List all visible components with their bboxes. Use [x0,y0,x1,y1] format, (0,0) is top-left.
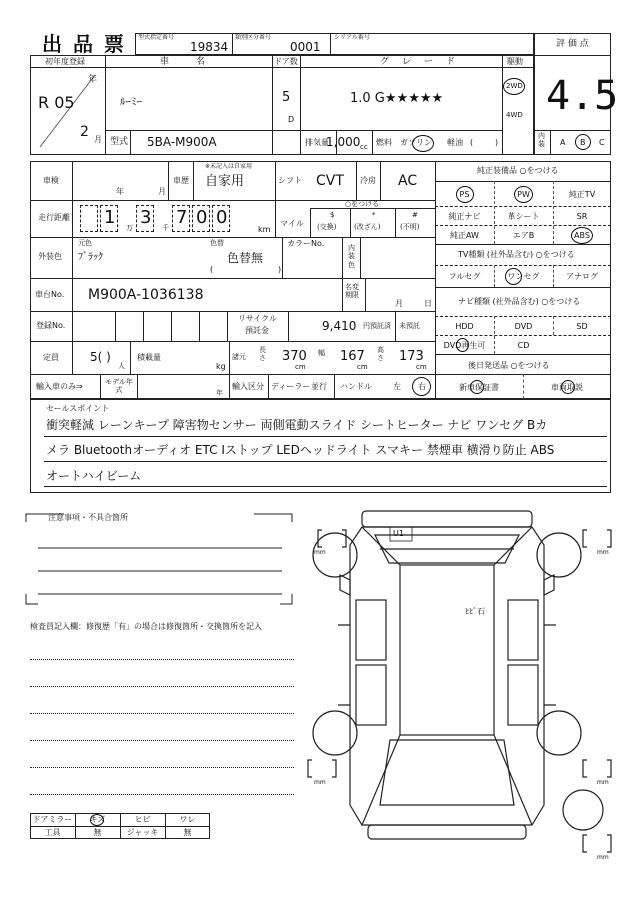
tv-title: TV種類 (社外品含む) ○をつける [458,250,575,259]
inspection-label: 車検 [43,176,59,185]
first-reg-era: R 05 [38,93,75,112]
mm-front-left: mm [314,549,326,556]
displacement-unit: cc [360,143,368,151]
handle-left: 左 [393,382,401,391]
oem-title: 純正装備品 ○をつける [477,166,559,175]
dollar-label: $ [330,211,335,219]
import-parallel: 並行 [311,382,327,391]
tv-analog: アナログ [566,272,598,281]
mileage-unit: km [258,225,271,234]
width-value: 167 [340,349,365,364]
doors-sub: D [288,115,295,124]
mileage-digit-5: 0 [216,207,228,228]
mm-front-right: mm [597,549,609,556]
ac-label: 冷房 [360,176,376,185]
mileage-sen: 千 [162,224,169,232]
inspection-year-unit: 年 [116,187,124,196]
interior-a: A [560,138,566,147]
dvd-playback: DVD再生可 [443,340,486,350]
model-designation-value: 19834 [190,40,229,54]
name-change-day: 日 [424,299,432,308]
mileage-digit-4: 0 [196,207,208,228]
navi-title: ナビ種類 (社外品含む) ○をつける [458,297,581,306]
tv-oneseg: ワンセグ [507,272,540,281]
delivery-warranty: 新車保証書 [459,383,499,392]
handle-right-circle [412,377,431,396]
name-change-label: 名変期限 [345,283,359,300]
height-value: 173 [399,349,424,364]
caution-label: 注意事項・不具合箇所 [48,513,128,522]
load-label: 積載量 [137,353,161,362]
star-label: * [372,211,376,219]
color-paren-open: ( [210,265,214,274]
displacement-label: 排気量 [305,138,329,147]
width-cm: cm [357,363,368,371]
parts-jack: ジャッキ [126,828,159,837]
color-orig-value: ﾌﾞﾗｯｸ [78,252,103,263]
fuel-gasoline: ガソリン [400,138,432,147]
diagram-mark-u1: U1 [393,529,404,538]
color-change-value: 色替無 [227,251,264,265]
hash-sub: (不明) [400,223,420,231]
mileage-digit-1: 1 [104,207,116,228]
model-year-unit: 年 [216,389,223,397]
color-change-label: 色替 [210,239,224,247]
grade-label: グ レ ー ド [380,57,458,67]
category-label: 類別区分番号 [235,34,272,41]
height-label: 高さ [377,346,384,362]
equip-pw-circle [514,186,533,203]
navi-sd: SD [576,321,588,331]
dims-label: 諸元 [232,353,246,361]
shift-label: シフト [278,176,302,185]
color-orig-label: 元色 [78,239,92,247]
recycle-unpaid: 未預託 [399,322,420,330]
dollar-sub: (交換) [317,223,337,231]
car-diagram [300,505,630,865]
first-reg-label: 初年度登録 [45,57,85,66]
inspection-month-unit: 月 [158,187,166,196]
delivery-title: 後日発送品 ○をつける [468,361,550,370]
chassis-label: 車台No. [35,290,65,299]
caution-frame [24,512,296,612]
load-unit: kg [216,362,226,371]
parts-jack-value: 無 [183,828,192,837]
color-no-label: カラーNo. [287,239,325,248]
equip-oem-aw: 純正AW [450,230,479,240]
recycle-value: 9,410 [322,319,357,333]
doors-value: 5 [282,90,291,105]
fuel-label: 燃料 [376,138,392,147]
equip-ps-circle [456,186,474,203]
month-unit: 月 [94,135,102,144]
length-value: 370 [282,349,307,364]
first-reg-month: 2 [80,124,89,140]
car-name-label: 車 名 [160,57,209,67]
equip-leather: 革シート [507,211,540,221]
interior-label: 内装 [538,132,545,148]
recycle-label: リサイクル [238,314,277,323]
evaluation-score: 4.5 [546,73,619,119]
equip-abs: ABS [574,230,590,240]
sales-label: セールスポイント [46,404,110,413]
history-value: 自家用 [205,174,245,189]
ac-value: AC [398,173,418,189]
doors-label: ドア数 [274,57,298,66]
inspector-label: 検査員記入欄：修復歴「有」の場合は修復箇所・交換箇所を記入 [30,622,262,631]
parts-crack: ヒビ [134,815,151,824]
interior-b: B [580,138,586,147]
parts-tools: 工具 [44,828,61,837]
dvd-playback-circle [456,338,469,352]
mileage-digit-2: 3 [140,207,152,228]
mm-spare: mm [597,854,609,861]
dvd-cd: CD [517,340,530,350]
hash-label: # [412,211,418,219]
fuel-paren-open: ( [470,138,474,147]
car-name-value: ﾙｰﾐｰ [120,95,142,108]
drive-2wd-circle [503,78,525,95]
sales-line-1: 衝突軽減 レーンキープ 障害物センサー 両側電動スライド シートヒーター ナビ ワンセグ Bカ [46,418,548,432]
form-title: 出 品 票 [42,32,126,56]
navi-dvd: DVD [514,321,533,331]
fuel-paren-close: ) [495,138,499,147]
delivery-manual: 車両取説 [551,383,583,392]
drive-4wd: 4WD [506,111,523,119]
interior-color-label: 内装色 [348,244,355,269]
handle-right: 右 [418,382,426,391]
width-label: 幅 [318,349,325,357]
mileage-label: 走行距離 [38,213,70,222]
capacity-value: 5( ) [90,350,111,364]
equip-oem-navi: 純正ナビ [448,211,481,221]
equip-ps: PS [459,189,470,199]
recycle-status: 円預託済 [363,322,391,330]
height-cm: cm [416,363,427,371]
interior-c: C [599,138,605,147]
navi-hdd: HDD [455,321,474,331]
mm-rear-right: mm [597,779,609,786]
type-value: 5BA-M900A [147,135,217,149]
fuel-light: 軽油 [447,138,463,147]
mileage-mile: マイル [280,219,304,228]
history-label: 車歴 [173,176,189,185]
tv-oneseg-circle [505,268,522,285]
year-unit: 年 [88,75,98,85]
star-sub: (改ざん) [354,223,381,231]
type-label: 型式 [110,137,129,147]
import-label: 輸入車のみ⇒ [36,382,83,391]
category-value: 0001 [290,40,321,54]
displacement-value: 1,000 [326,135,361,149]
capacity-label: 定員 [43,353,59,362]
length-cm: cm [295,363,306,371]
model-year-label: モデル年式 [105,378,133,395]
handle-label: ハンドル [340,382,372,391]
model-designation-label: 型式指定番号 [138,34,175,41]
serial-label: シリアル番号 [334,34,370,41]
shift-value: CVT [316,173,344,189]
score-label: 評 価 点 [556,39,589,49]
tv-fullseg: フルセグ [448,272,481,281]
delivery-manual-circle [561,380,575,394]
parts-door-mirror: ドアミラー [32,815,73,824]
diagram-mark-hibi: ﾋﾋﾞ石 [465,607,485,616]
mileage-digit-3: 7 [176,207,188,228]
name-change-month: 月 [395,299,403,308]
equip-pw: PW [517,189,530,199]
delivery-warranty-circle [470,380,484,394]
chassis-value: M900A-1036138 [88,287,204,303]
sales-line-3: オートハイビーム [46,469,142,483]
equip-sr: SR [576,211,588,221]
import-type-label: 輸入区分 [232,382,264,391]
drive-label: 駆動 [507,57,523,66]
import-dealer: ディーラー [271,382,311,391]
fuel-circle [412,135,434,152]
mm-rear-left: mm [314,779,326,786]
parts-break: ワレ [179,815,196,824]
equip-airbag: エアB [512,230,535,240]
sales-line-2: メラ Bluetoothオーディオ ETC Iストップ LEDヘッドライト スマキー 禁煙車 横滑り防止 ABS [46,443,555,457]
parts-tools-value: 無 [93,828,102,837]
color-label: 外装色 [38,252,62,261]
equip-oem-tv: 純正TV [568,189,596,199]
history-note: ※未記入は自家用 [205,163,253,170]
color-paren-close: ) [278,265,282,274]
interior-b-circle [575,134,591,150]
reg-no-label: 登録No. [36,321,66,330]
grade-value: 1.0 G★★★★★ [350,91,444,106]
parts-scratch-circle [90,814,104,826]
recycle-sub: 預託金 [245,326,269,335]
parts-scratch: キズ [89,815,106,824]
circle-note: ○をつける [345,200,380,208]
equip-abs-circle [571,227,593,244]
capacity-unit: 人 [118,362,125,370]
length-label: 長さ [259,346,266,362]
drive-2wd: 2WD [506,82,523,90]
mileage-man: 万 [126,224,133,232]
